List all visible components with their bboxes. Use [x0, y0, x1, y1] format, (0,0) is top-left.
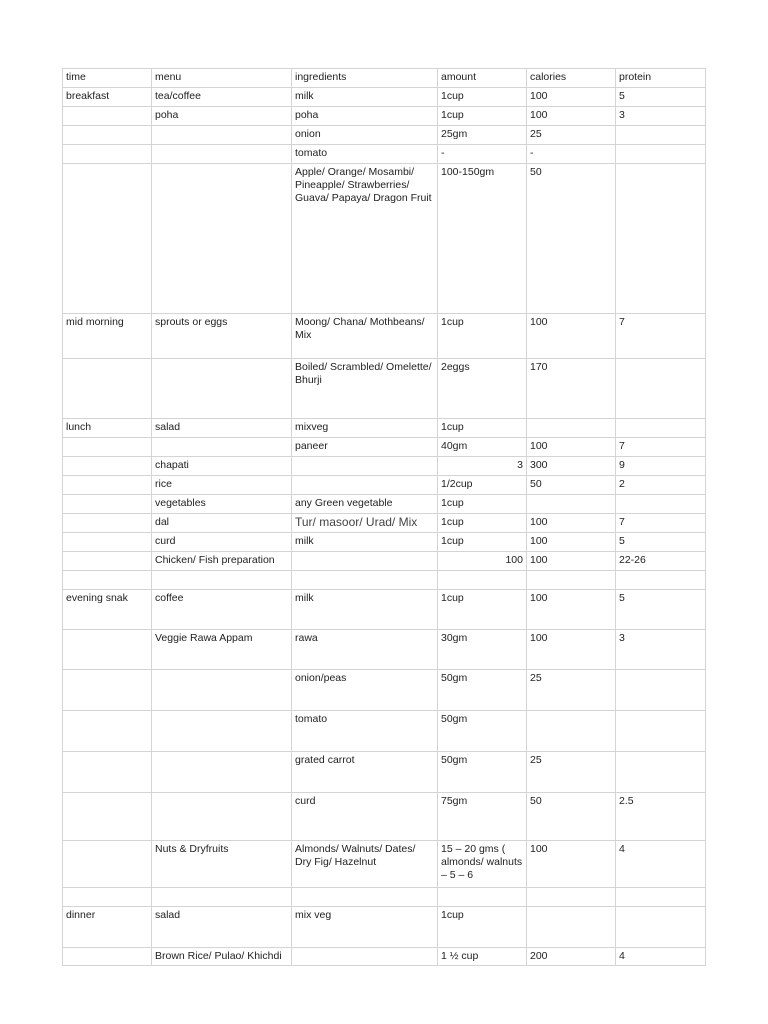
cell-ingredients: Boiled/ Scrambled/ Omelette/ Bhurji	[292, 359, 438, 419]
cell-protein	[616, 145, 706, 164]
cell-time	[63, 793, 152, 841]
cell-protein: 5	[616, 533, 706, 552]
cell-amount: 1cup	[438, 514, 527, 533]
table-row	[63, 888, 706, 907]
cell-ingredients: paneer	[292, 438, 438, 457]
table-row	[63, 571, 706, 590]
cell-time	[63, 670, 152, 711]
cell-protein: 7	[616, 514, 706, 533]
table-row	[63, 552, 706, 571]
cell-menu: curd	[152, 533, 292, 552]
cell-protein: 3	[616, 107, 706, 126]
cell-calories: 100	[527, 438, 616, 457]
table-row	[63, 419, 706, 438]
table-row	[63, 670, 706, 711]
cell-protein	[616, 670, 706, 711]
cell-time: lunch	[63, 419, 152, 438]
table-row	[63, 164, 706, 314]
cell-calories: 100	[527, 552, 616, 571]
cell-protein: 2.5	[616, 793, 706, 841]
cell-menu	[152, 752, 292, 793]
cell-amount: 1cup	[438, 533, 527, 552]
cell-time	[63, 107, 152, 126]
cell-calories: 50	[527, 793, 616, 841]
cell-time	[63, 457, 152, 476]
cell-menu: Brown Rice/ Pulao/ Khichdi	[152, 948, 292, 966]
cell-ingredients	[292, 552, 438, 571]
cell-menu: dal	[152, 514, 292, 533]
cell-amount: 3	[438, 457, 527, 476]
table-row	[63, 793, 706, 841]
table-row	[63, 457, 706, 476]
header-amount: amount	[438, 69, 527, 88]
table-row	[63, 630, 706, 670]
table-row	[63, 590, 706, 630]
cell-menu	[152, 793, 292, 841]
cell-time	[63, 476, 152, 495]
cell-calories: 100	[527, 533, 616, 552]
cell-ingredients	[292, 571, 438, 590]
cell-menu: coffee	[152, 590, 292, 630]
table-row	[63, 88, 706, 107]
cell-time	[63, 145, 152, 164]
table-row	[63, 145, 706, 164]
cell-time	[63, 752, 152, 793]
cell-ingredients	[292, 948, 438, 966]
cell-amount: 50gm	[438, 752, 527, 793]
table-row	[63, 126, 706, 145]
cell-calories: 25	[527, 752, 616, 793]
cell-calories	[527, 571, 616, 590]
cell-menu: salad	[152, 419, 292, 438]
cell-ingredients: mixveg	[292, 419, 438, 438]
cell-menu: chapati	[152, 457, 292, 476]
cell-ingredients: onion	[292, 126, 438, 145]
cell-protein: 22-26	[616, 552, 706, 571]
cell-ingredients: Tur/ masoor/ Urad/ Mix	[292, 514, 438, 533]
cell-time: breakfast	[63, 88, 152, 107]
cell-time: dinner	[63, 907, 152, 948]
cell-time	[63, 126, 152, 145]
cell-time: evening snak	[63, 590, 152, 630]
cell-ingredients: tomato	[292, 711, 438, 752]
cell-amount: 40gm	[438, 438, 527, 457]
cell-calories: 200	[527, 948, 616, 966]
cell-calories: 50	[527, 476, 616, 495]
cell-calories	[527, 711, 616, 752]
diet-plan-table	[62, 68, 706, 966]
cell-time	[63, 164, 152, 314]
table-row	[63, 314, 706, 359]
cell-calories: 100	[527, 514, 616, 533]
cell-amount: 1cup	[438, 107, 527, 126]
table-row	[63, 907, 706, 948]
cell-menu	[152, 126, 292, 145]
table-row	[63, 438, 706, 457]
cell-protein: 5	[616, 88, 706, 107]
cell-calories	[527, 419, 616, 438]
cell-ingredients	[292, 888, 438, 907]
header-menu: menu	[152, 69, 292, 88]
cell-calories: 100	[527, 630, 616, 670]
cell-menu: poha	[152, 107, 292, 126]
cell-amount: 50gm	[438, 711, 527, 752]
cell-ingredients: Moong/ Chana/ Mothbeans/ Mix	[292, 314, 438, 359]
cell-calories: -	[527, 145, 616, 164]
cell-menu: Chicken/ Fish preparation	[152, 552, 292, 571]
header-ingredients: ingredients	[292, 69, 438, 88]
cell-protein	[616, 752, 706, 793]
table-row	[63, 752, 706, 793]
cell-calories: 25	[527, 670, 616, 711]
table-row	[63, 948, 706, 966]
cell-protein: 9	[616, 457, 706, 476]
header-protein: protein	[616, 69, 706, 88]
cell-amount: 1cup	[438, 88, 527, 107]
cell-protein	[616, 907, 706, 948]
cell-calories: 100	[527, 314, 616, 359]
cell-time: mid morning	[63, 314, 152, 359]
cell-protein	[616, 571, 706, 590]
cell-amount: 1 ½ cup	[438, 948, 527, 966]
table-row	[63, 107, 706, 126]
cell-menu	[152, 571, 292, 590]
cell-amount: 1cup	[438, 907, 527, 948]
cell-menu: rice	[152, 476, 292, 495]
cell-amount: 1/2cup	[438, 476, 527, 495]
cell-menu	[152, 888, 292, 907]
cell-calories: 300	[527, 457, 616, 476]
cell-menu	[152, 164, 292, 314]
cell-time	[63, 948, 152, 966]
cell-calories: 100	[527, 107, 616, 126]
cell-ingredients: any Green vegetable	[292, 495, 438, 514]
cell-amount: 50gm	[438, 670, 527, 711]
cell-protein: 4	[616, 948, 706, 966]
cell-protein: 4	[616, 841, 706, 888]
cell-protein	[616, 711, 706, 752]
cell-amount: 75gm	[438, 793, 527, 841]
cell-calories: 100	[527, 88, 616, 107]
cell-ingredients	[292, 476, 438, 495]
cell-protein: 7	[616, 314, 706, 359]
cell-amount: 30gm	[438, 630, 527, 670]
cell-calories: 100	[527, 841, 616, 888]
cell-protein	[616, 495, 706, 514]
cell-amount: 1cup	[438, 419, 527, 438]
table-row	[63, 533, 706, 552]
cell-amount: 100	[438, 552, 527, 571]
cell-amount: 1cup	[438, 495, 527, 514]
cell-menu	[152, 670, 292, 711]
cell-protein: 7	[616, 438, 706, 457]
cell-amount	[438, 888, 527, 907]
cell-calories	[527, 888, 616, 907]
cell-menu: vegetables	[152, 495, 292, 514]
cell-menu	[152, 711, 292, 752]
cell-ingredients: poha	[292, 107, 438, 126]
cell-menu: Nuts & Dryfruits	[152, 841, 292, 888]
cell-ingredients: curd	[292, 793, 438, 841]
cell-ingredients: Almonds/ Walnuts/ Dates/ Dry Fig/ Hazelnut	[292, 841, 438, 888]
cell-ingredients: grated carrot	[292, 752, 438, 793]
cell-calories: 25	[527, 126, 616, 145]
cell-ingredients: milk	[292, 88, 438, 107]
table-row	[63, 476, 706, 495]
cell-menu: tea/coffee	[152, 88, 292, 107]
cell-amount	[438, 571, 527, 590]
cell-amount: 100-150gm	[438, 164, 527, 314]
cell-ingredients: rawa	[292, 630, 438, 670]
cell-calories: 50	[527, 164, 616, 314]
cell-calories: 100	[527, 590, 616, 630]
cell-time	[63, 514, 152, 533]
cell-menu: salad	[152, 907, 292, 948]
header-time: time	[63, 69, 152, 88]
cell-protein	[616, 126, 706, 145]
table-row	[63, 359, 706, 419]
cell-menu	[152, 438, 292, 457]
cell-menu	[152, 359, 292, 419]
cell-time	[63, 571, 152, 590]
cell-time	[63, 552, 152, 571]
cell-ingredients: milk	[292, 533, 438, 552]
cell-ingredients: tomato	[292, 145, 438, 164]
cell-protein	[616, 888, 706, 907]
cell-time	[63, 495, 152, 514]
header-calories: calories	[527, 69, 616, 88]
cell-time	[63, 533, 152, 552]
table-row	[63, 495, 706, 514]
cell-protein: 5	[616, 590, 706, 630]
cell-calories	[527, 495, 616, 514]
cell-amount: 1cup	[438, 314, 527, 359]
cell-menu: sprouts or eggs	[152, 314, 292, 359]
cell-protein	[616, 164, 706, 314]
cell-protein	[616, 359, 706, 419]
cell-time	[63, 711, 152, 752]
cell-time	[63, 888, 152, 907]
table-row	[63, 841, 706, 888]
cell-calories	[527, 907, 616, 948]
cell-amount: -	[438, 145, 527, 164]
cell-amount: 1cup	[438, 590, 527, 630]
cell-protein: 2	[616, 476, 706, 495]
cell-time	[63, 630, 152, 670]
cell-time	[63, 359, 152, 419]
cell-ingredients: Apple/ Orange/ Mosambi/ Pineapple/ Strawberries/ Guava/ Papaya/ Dragon Fruit	[292, 164, 438, 314]
cell-amount: 15 – 20 gms ( almonds/ walnuts – 5 – 6	[438, 841, 527, 888]
cell-amount: 2eggs	[438, 359, 527, 419]
cell-time	[63, 438, 152, 457]
table-row	[63, 711, 706, 752]
cell-calories: 170	[527, 359, 616, 419]
cell-ingredients: onion/peas	[292, 670, 438, 711]
cell-ingredients: milk	[292, 590, 438, 630]
cell-ingredients: mix veg	[292, 907, 438, 948]
cell-protein	[616, 419, 706, 438]
table-row	[63, 514, 706, 533]
cell-time	[63, 841, 152, 888]
cell-protein: 3	[616, 630, 706, 670]
header-row	[63, 69, 706, 88]
cell-ingredients	[292, 457, 438, 476]
cell-menu	[152, 145, 292, 164]
cell-menu: Veggie Rawa Appam	[152, 630, 292, 670]
cell-amount: 25gm	[438, 126, 527, 145]
